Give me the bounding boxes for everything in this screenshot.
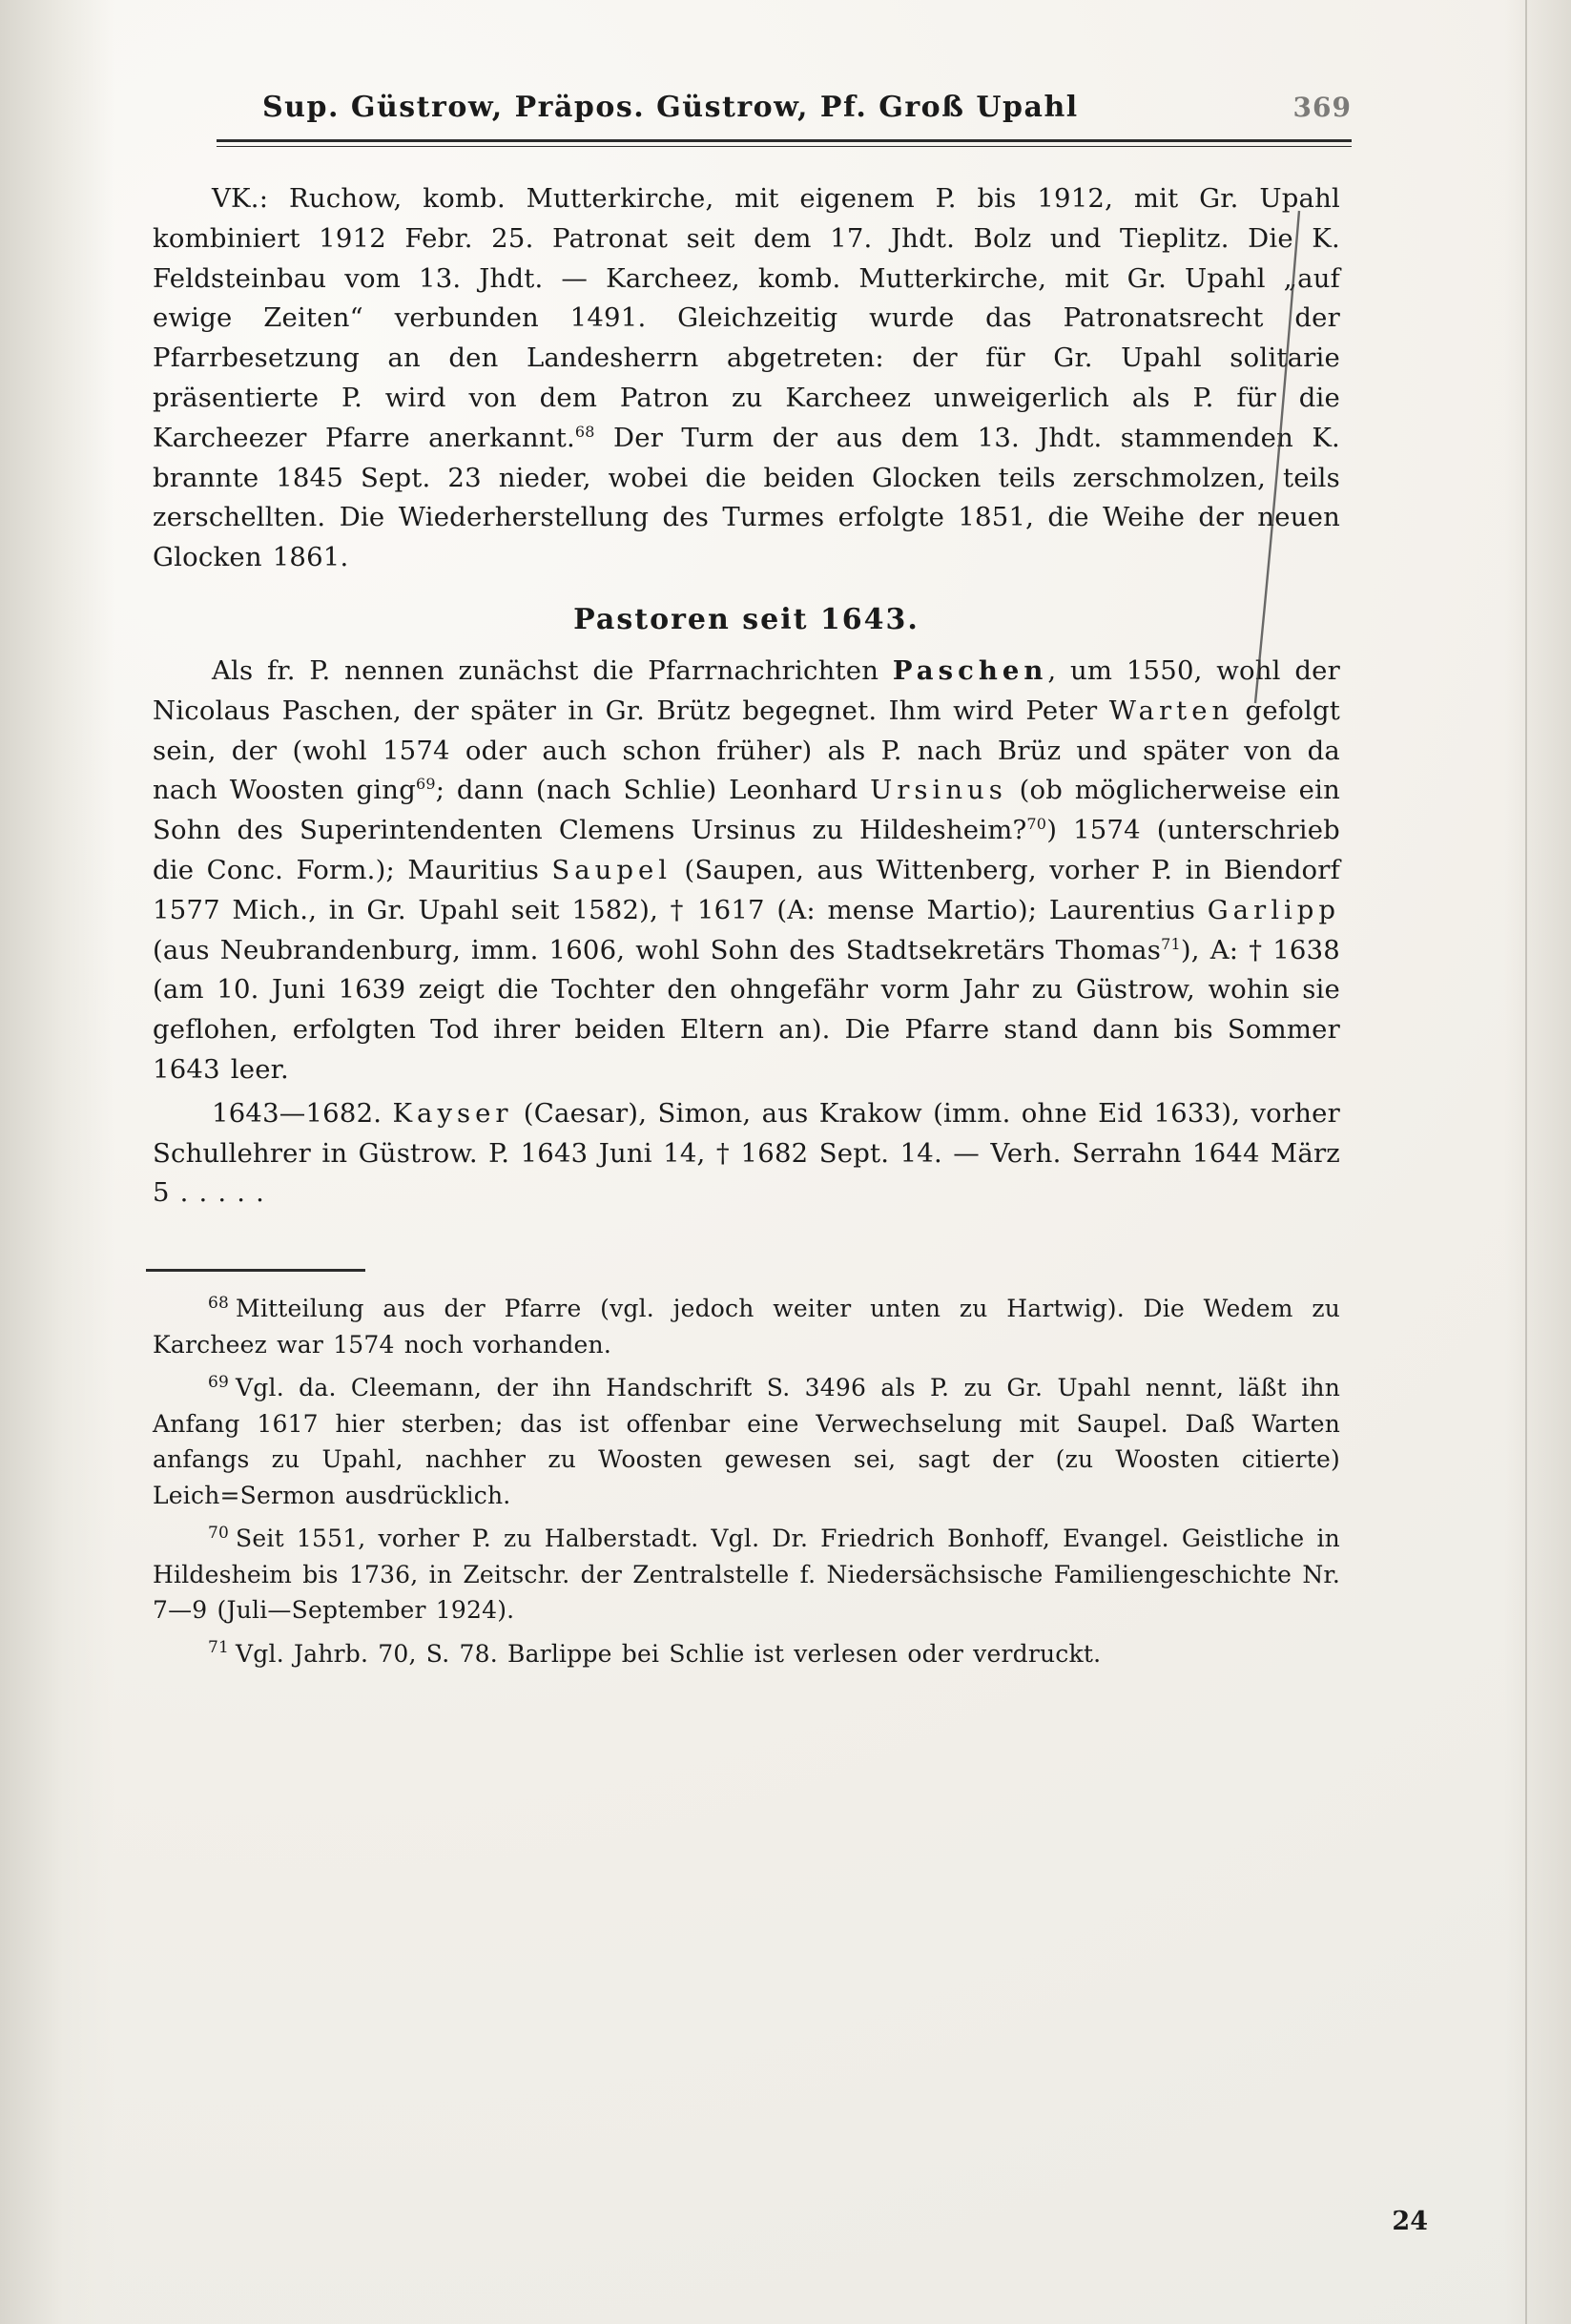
footnote-number: 69: [208, 1372, 230, 1392]
paragraph-text-2a: Als fr. P. nennen zunächst die Pfarrnachrichten: [212, 654, 893, 686]
paragraph-text-2d: ; dann (nach Schlie) Leonhard: [435, 775, 871, 806]
footnote-ref-70: 70: [1026, 815, 1047, 833]
paragraph-text-3b: (Caesar), Simon, aus Krakow (imm. ohne Eid 1633), vorher Schullehrer in Güstrow. P. 1643 Juni 14, † 1682 Sept. 14. — Verh. Serrahn 1644 März 5 . . . . .: [153, 1097, 1340, 1209]
running-title: Sup. Güstrow, Präpos. Güstrow, Pf. Groß Upahl: [262, 91, 1079, 124]
paragraph-early-pastors: [153, 652, 1340, 1090]
pastor-name-kayser: Kayser: [392, 1097, 513, 1129]
pastor-name-saupel: Saupel: [551, 854, 672, 885]
section-heading-pastors: Pastoren seit 1643.: [573, 602, 920, 636]
pastor-name-ursinus: Ursinus: [870, 775, 1007, 806]
footnote-item: [153, 1291, 1340, 1362]
paragraph-text-1a: VK.: Ruchow, komb. Mutterkirche, mit eigenem P. bis 1912, mit Gr. Upahl kombiniert 1912 Febr. 25. Patronat seit dem 17. Jhdt. Bolz und Tieplitz. Die K. Feldsteinbau vom 13. Jhdt. — Karcheez, komb. Mutterkirche, mit Gr. Upahl „auf ewige Zeiten“ verbunden 1491. Gleichzeitig wurde das Patronatsrecht der Pfarrbesetzung an den Landesherrn abgetreten: der für Gr. Upahl solitarie präsentierte P. wird von dem Patron zu Karcheez unweigerlich als P. für die Karcheezer Pfarre anerkannt.: [153, 183, 1340, 453]
footnote-text: Vgl. da. Cleemann, der ihn Handschrift S. 3496 als P. zu Gr. Upahl nennt, läßt ihn Anfang 1617 hier sterben; das ist offenbar eine Verwechselung mit Saupel. Daß Warten anfangs zu Upahl, nachher zu Woosten gewesen sei, sagt der (zu Woosten citierte) Leich=Sermon ausdrücklich.: [153, 1374, 1340, 1509]
signature-mark: 24: [1392, 2207, 1428, 2236]
header-rule: [217, 139, 1352, 147]
page-content: [129, 91, 1369, 1679]
page-gutter-shadow-left: [0, 0, 114, 2324]
paragraph-text-2c: gefolgt sein, der (wohl 1574 oder auch schon früher) als P. nach Brüz und später von da nach Woosten ging: [153, 695, 1340, 806]
paragraph-text-2f: ) 1574 (unterschrieb die Conc. Form.); Mauritius: [153, 815, 1340, 885]
footnote-item: [153, 1370, 1340, 1513]
paragraph-text-2b: , um 1550, wohl der Nicolaus Paschen, der später in Gr. Brütz begegnet. Ihm wird Peter: [153, 654, 1340, 726]
paragraph-kayser-entry: [153, 1094, 1340, 1214]
footnote-number: 68: [208, 1293, 230, 1313]
page-number: 369: [1292, 92, 1352, 123]
footnote-item: [153, 1636, 1340, 1672]
paragraph-text-1b: Der Turm der aus dem 13. Jhdt. stammenden K. brannte 1845 Sept. 23 nieder, wobei die beiden Glocken teils zerschmolzen, teils zerschellten. Die Wiederherstellung des Turmes erfolgte 1851, die Weihe der neuen Glocken 1861.: [153, 422, 1341, 573]
footnote-separator-rule: [146, 1269, 365, 1272]
footnote-ref-71: 71: [1161, 934, 1181, 953]
pastor-name-paschen: Paschen: [892, 654, 1048, 686]
paragraph-text-2g: (Saupen, aus Wittenberg, vorher P. in Biendorf 1577 Mich., in Gr. Upahl seit 1582), † 1617 (A: mense Martio); Laurentius: [153, 854, 1340, 925]
footnotes-section: [129, 1291, 1369, 1671]
footnote-text: Vgl. Jahrb. 70, S. 78. Barlippe bei Schlie ist verlesen oder verdruckt.: [236, 1639, 1102, 1668]
paragraph-text-2i: ), A: † 1638 (am 10. Juni 1639 zeigt die Tochter den ohngefähr vorm Jahr zu Güstrow, wohin sie geflohen, erfolgten Tod ihrer beiden Eltern an). Die Pfarre stand dann bis Sommer 1643 leer.: [153, 934, 1340, 1085]
footnote-number: 70: [208, 1523, 230, 1543]
footnote-ref-69: 69: [416, 775, 436, 794]
paragraph-parish-notes: [153, 179, 1340, 578]
page-gutter-shadow-right: [1504, 0, 1571, 2324]
footnote-text: Mitteilung aus der Pfarre (vgl. jedoch weiter unten zu Hartwig). Die Wedem zu Karcheez war 1574 noch vorhanden.: [153, 1295, 1340, 1359]
pastor-name-warten: Warten: [1108, 695, 1234, 726]
page-edge-line: [1525, 0, 1527, 2324]
footnote-number: 71: [208, 1638, 230, 1658]
running-head: [129, 91, 1369, 124]
paragraph-text-2e: (ob möglicherweise ein Sohn des Superintendenten Clemens Ursinus zu Hildesheim?: [153, 775, 1340, 846]
paragraph-text-3a: 1643—1682.: [212, 1097, 393, 1129]
footnote-ref-68: 68: [574, 422, 595, 441]
footnote-text: Seit 1551, vorher P. zu Halberstadt. Vgl. Dr. Friedrich Bonhoff, Evangel. Geistliche in Hildesheim bis 1736, in Zeitschr. der Zentralstelle f. Niedersächsische Familiengeschichte Nr. 7—9 (Juli—September 1924).: [153, 1525, 1340, 1625]
pastor-name-garlipp: Garlipp: [1207, 894, 1340, 925]
footnote-item: [153, 1521, 1340, 1629]
paragraph-text-2h: (aus Neubrandenburg, imm. 1606, wohl Sohn des Stadtsekretärs Thomas: [153, 934, 1162, 965]
body-text: [129, 179, 1369, 1214]
